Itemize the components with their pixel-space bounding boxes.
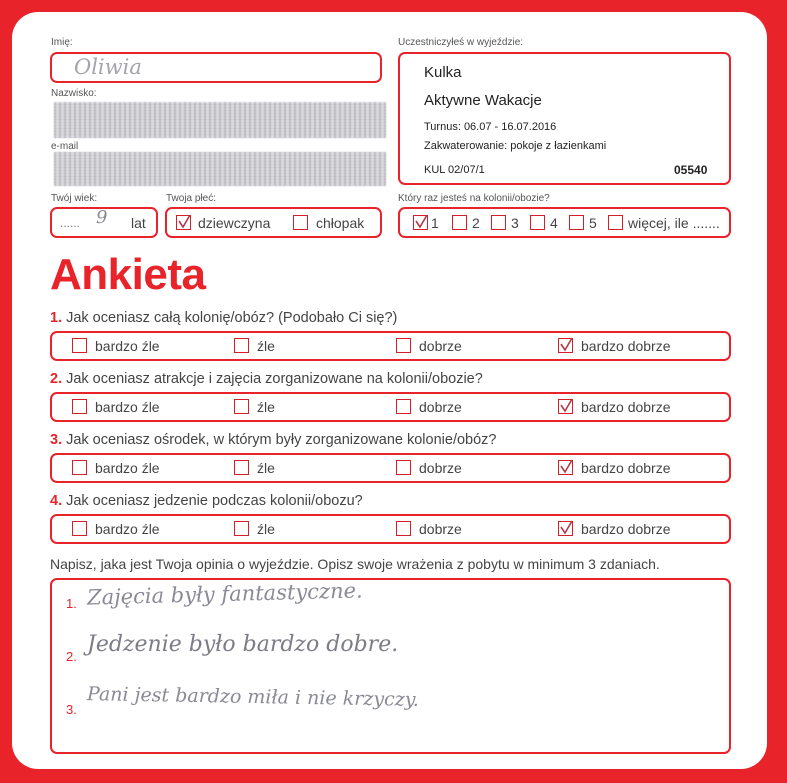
surname-label: Nazwisko:	[51, 88, 97, 99]
rating-checkbox[interactable]	[396, 521, 411, 536]
opinion-line-number: 1.	[66, 596, 77, 611]
rating-checkbox[interactable]	[396, 460, 411, 475]
rating-option-label: dobrze	[419, 338, 462, 354]
times-field	[398, 207, 731, 238]
page-title: Ankieta	[50, 250, 206, 299]
opinion-line-text: Pani jest bardzo miła i nie krzyczy.	[86, 683, 420, 711]
rating-option-label: bardzo źle	[95, 338, 160, 354]
rating-checkbox[interactable]	[72, 399, 87, 414]
rating-option-label: źle	[257, 338, 275, 354]
times-1-checkbox[interactable]	[413, 215, 428, 230]
rating-option-label: bardzo źle	[95, 460, 160, 476]
question-text	[50, 371, 483, 387]
times-1-label: 1	[431, 215, 439, 231]
opinion-line-text: Jedzenie było bardzo dobre.	[87, 632, 399, 657]
rating-option-label: dobrze	[419, 460, 462, 476]
rating-checkbox[interactable]	[558, 460, 573, 475]
rating-checkbox[interactable]	[234, 399, 249, 414]
name-label: Imię:	[51, 37, 73, 48]
times-4-label: 4	[550, 215, 558, 231]
name-field[interactable]	[50, 52, 382, 83]
times-5-checkbox[interactable]	[569, 215, 584, 230]
question-number: 3.	[50, 432, 63, 448]
question-text	[50, 310, 397, 326]
opinion-prompt: Napisz, jaka jest Twoja opinia o wyjeździe. Opisz swoje wrażenia z pobytu w minimum 3 zdaniach.	[50, 556, 660, 572]
camp-program: Aktywne Wakacje	[424, 92, 542, 109]
age-value: 9	[96, 207, 108, 228]
camp-code: KUL 02/07/1	[424, 164, 485, 176]
times-4-checkbox[interactable]	[530, 215, 545, 230]
question-label: Jak oceniasz całą kolonię/obóz? (Podobało Ci się?)	[66, 310, 398, 326]
question-text	[50, 432, 496, 448]
question-label: Jak oceniasz atrakcje i zajęcia zorganizowane na kolonii/obozie?	[66, 371, 483, 387]
times-3-checkbox[interactable]	[491, 215, 506, 230]
age-label: Twój wiek:	[51, 193, 98, 204]
check-mark-icon	[176, 213, 196, 233]
rating-option-label: źle	[257, 399, 275, 415]
times-more-label: więcej, ile .......	[628, 215, 720, 231]
rating-option-label: źle	[257, 521, 275, 537]
email-label: e-mail	[51, 141, 79, 152]
rating-checkbox[interactable]	[72, 460, 87, 475]
surname-redacted	[54, 102, 386, 138]
gender-label: Twoja płeć:	[166, 193, 217, 204]
rating-option-label: bardzo źle	[95, 521, 160, 537]
times-2-label: 2	[472, 215, 480, 231]
gender-girl-checkbox[interactable]	[176, 215, 191, 230]
check-mark-icon	[413, 213, 433, 233]
gender-boy-checkbox[interactable]	[293, 215, 308, 230]
rating-option-label: bardzo dobrze	[581, 399, 671, 415]
question-number: 4.	[50, 493, 63, 509]
rating-row	[50, 392, 731, 422]
rating-checkbox[interactable]	[234, 521, 249, 536]
rating-option-label: bardzo źle	[95, 399, 160, 415]
rating-checkbox[interactable]	[558, 338, 573, 353]
gender-girl-label: dziewczyna	[198, 215, 271, 231]
rating-checkbox[interactable]	[396, 399, 411, 414]
email-redacted	[54, 152, 386, 186]
check-mark-icon	[558, 519, 578, 539]
age-unit: lat	[131, 215, 146, 231]
camp-accommodation: Zakwaterowanie: pokoje z łazienkami	[424, 140, 607, 152]
times-5-label: 5	[589, 215, 597, 231]
camp-number: 05540	[674, 163, 708, 177]
rating-option-label: dobrze	[419, 399, 462, 415]
rating-option-label: źle	[257, 460, 275, 476]
opinion-line-number: 2.	[66, 649, 77, 664]
question-label: Jak oceniasz ośrodek, w którym były zorganizowane kolonie/obóz?	[66, 432, 497, 448]
survey-sheet	[12, 12, 767, 769]
question-number: 1.	[50, 310, 63, 326]
camp-turnus: Turnus: 06.07 - 16.07.2016	[424, 121, 557, 133]
rating-option-label: bardzo dobrze	[581, 521, 671, 537]
rating-row	[50, 514, 731, 544]
rating-checkbox[interactable]	[72, 521, 87, 536]
rating-checkbox[interactable]	[72, 338, 87, 353]
rating-checkbox[interactable]	[396, 338, 411, 353]
rating-option-label: bardzo dobrze	[581, 338, 671, 354]
rating-row	[50, 453, 731, 483]
participant-label: Uczestniczyłeś w wyjeździe:	[398, 37, 524, 48]
check-mark-icon	[558, 397, 578, 417]
age-field[interactable]	[50, 207, 158, 238]
rating-row	[50, 331, 731, 361]
times-label: Który raz jesteś na kolonii/obozie?	[398, 193, 550, 204]
camp-info-box	[398, 52, 731, 185]
age-dots: ......	[60, 216, 81, 230]
rating-checkbox[interactable]	[558, 521, 573, 536]
opinion-line-text: Zajęcia były fantastyczne.	[86, 578, 363, 610]
rating-option-label: dobrze	[419, 521, 462, 537]
gender-field	[165, 207, 382, 238]
camp-org: Kulka	[424, 64, 462, 81]
opinion-line-number: 3.	[66, 702, 77, 717]
times-3-label: 3	[511, 215, 519, 231]
check-mark-icon	[558, 458, 578, 478]
gender-boy-label: chłopak	[316, 215, 365, 231]
rating-checkbox[interactable]	[234, 338, 249, 353]
name-value: Oliwia	[74, 55, 142, 79]
question-number: 2.	[50, 371, 63, 387]
question-label: Jak oceniasz jedzenie podczas kolonii/obozu?	[66, 493, 363, 509]
question-text	[50, 493, 363, 509]
rating-checkbox[interactable]	[234, 460, 249, 475]
check-mark-icon	[558, 336, 578, 356]
times-more-checkbox[interactable]	[608, 215, 623, 230]
opinion-box[interactable]	[50, 578, 731, 754]
rating-checkbox[interactable]	[558, 399, 573, 414]
times-2-checkbox[interactable]	[452, 215, 467, 230]
rating-option-label: bardzo dobrze	[581, 460, 671, 476]
